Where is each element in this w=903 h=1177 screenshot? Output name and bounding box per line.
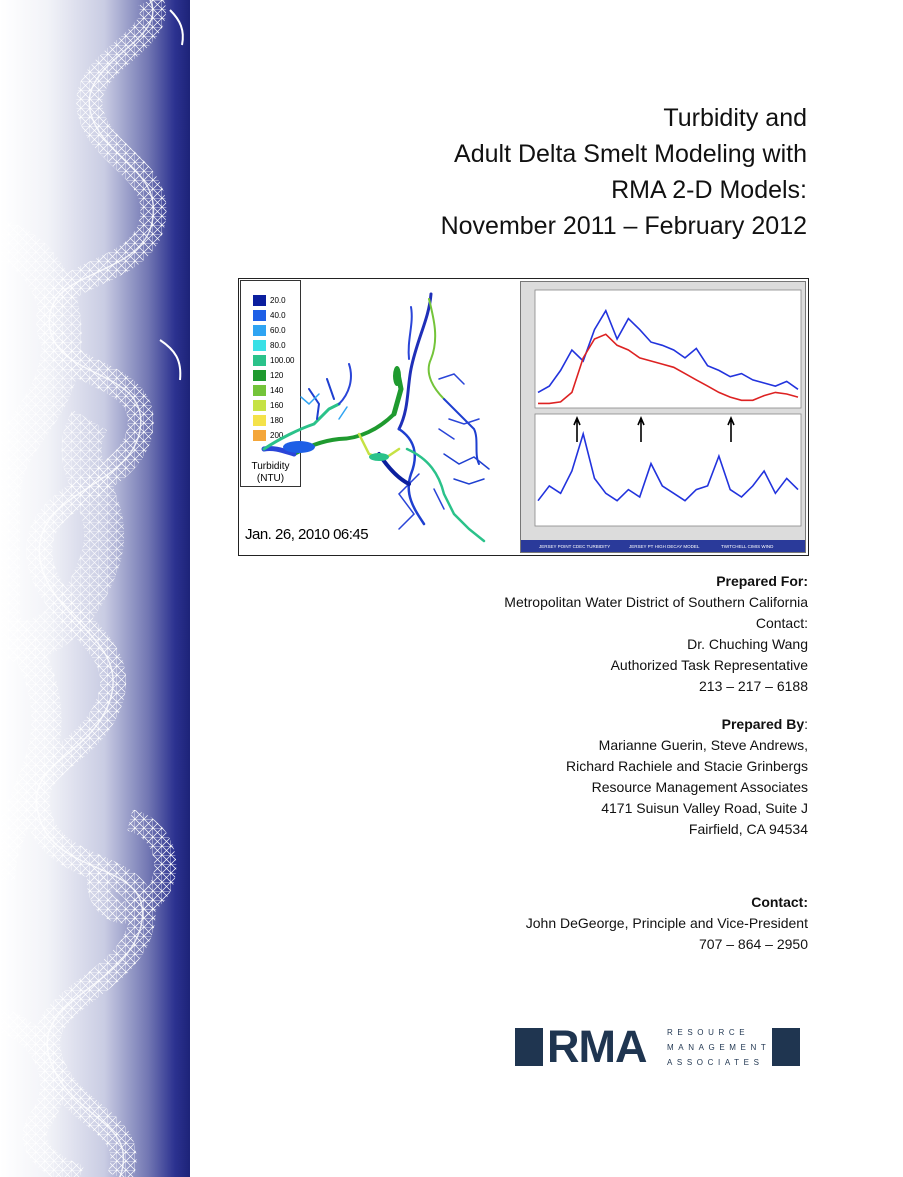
map-timestamp: Jan. 26, 2010 06:45 [245,526,369,543]
contact-line: 707 – 864 – 2950 [699,936,808,952]
prepared-for-heading: Prepared For: [716,573,808,589]
cover-figure [238,278,809,556]
legend-value: 80.0 [270,341,286,350]
logo-right-bar [772,1028,800,1066]
logo-word-resource: RESOURCE [667,1028,750,1037]
prepared-for-line: Dr. Chuching Wang [687,636,808,652]
delta-map-graphic [239,279,517,555]
prepared-for-line: Authorized Task Representative [610,657,808,673]
rma-logo [515,1021,800,1072]
prepared-by-colon: : [804,716,808,732]
logo-letters: RMA [547,1021,647,1072]
prepared-by-heading: Prepared By [721,716,805,732]
prepared-by-block [566,714,808,840]
prepared-for-line: Contact: [755,615,808,631]
chart-legend-label: TWITCHELL CIMIS WIND [721,544,774,549]
prepared-by-line: Resource Management Associates [591,779,808,795]
logo-word-associates: ASSOCIATES [667,1058,764,1067]
prepared-for-line: Metropolitan Water District of Southern California [504,594,808,610]
legend-value: 140 [270,386,284,395]
title-line: Turbidity and [663,104,807,132]
legend-value: 20.0 [270,296,286,305]
wind-plot-area [535,414,801,526]
time-series-chart [521,282,805,552]
contact-block [526,892,808,955]
logo-word-management: MANAGEMENT [667,1043,771,1052]
prepared-by-heading-row [566,714,808,735]
logo-left-bar [515,1028,543,1066]
prepared-for-block [504,571,808,697]
prepared-for-line: 213 – 217 – 6188 [699,678,808,694]
decorative-sidebar [0,0,190,1177]
legend-title-line1: Turbidity [251,461,290,472]
chart-legend-label: JERSEY POINT CDEC TURBIDITY [539,544,611,549]
legend-value: 40.0 [270,311,286,320]
contact-heading: Contact: [751,894,808,910]
turbidity-map [239,279,517,555]
logo-words [667,1025,770,1070]
legend-value: 100.00 [270,356,295,365]
title-line: RMA 2-D Models: [611,176,807,204]
contact-line: John DeGeorge, Principle and Vice-President [525,915,808,931]
legend-value: 200 [270,431,284,440]
report-title [247,100,807,244]
legend-value: 160 [270,401,284,410]
title-line: Adult Delta Smelt Modeling with [454,140,807,168]
legend-value: 180 [270,416,284,425]
chart-legend-label: JERSEY PT HIGH DECAY MODEL [629,544,700,549]
legend-title-line2: (NTU) [256,473,285,484]
river-mesh-graphic [0,0,190,1177]
legend-value: 60.0 [270,326,286,335]
turbidity-plot-area [535,290,801,408]
prepared-by-line: Richard Rachiele and Stacie Grinbergs [565,758,808,774]
turbidity-wind-chart [520,281,806,553]
legend-value: 120 [270,371,284,380]
prepared-by-line: 4171 Suisun Valley Road, Suite J [601,800,808,816]
prepared-by-line: Marianne Guerin, Steve Andrews, [598,737,808,753]
title-line: November 2011 – February 2012 [440,212,807,240]
prepared-by-line: Fairfield, CA 94534 [688,821,808,837]
